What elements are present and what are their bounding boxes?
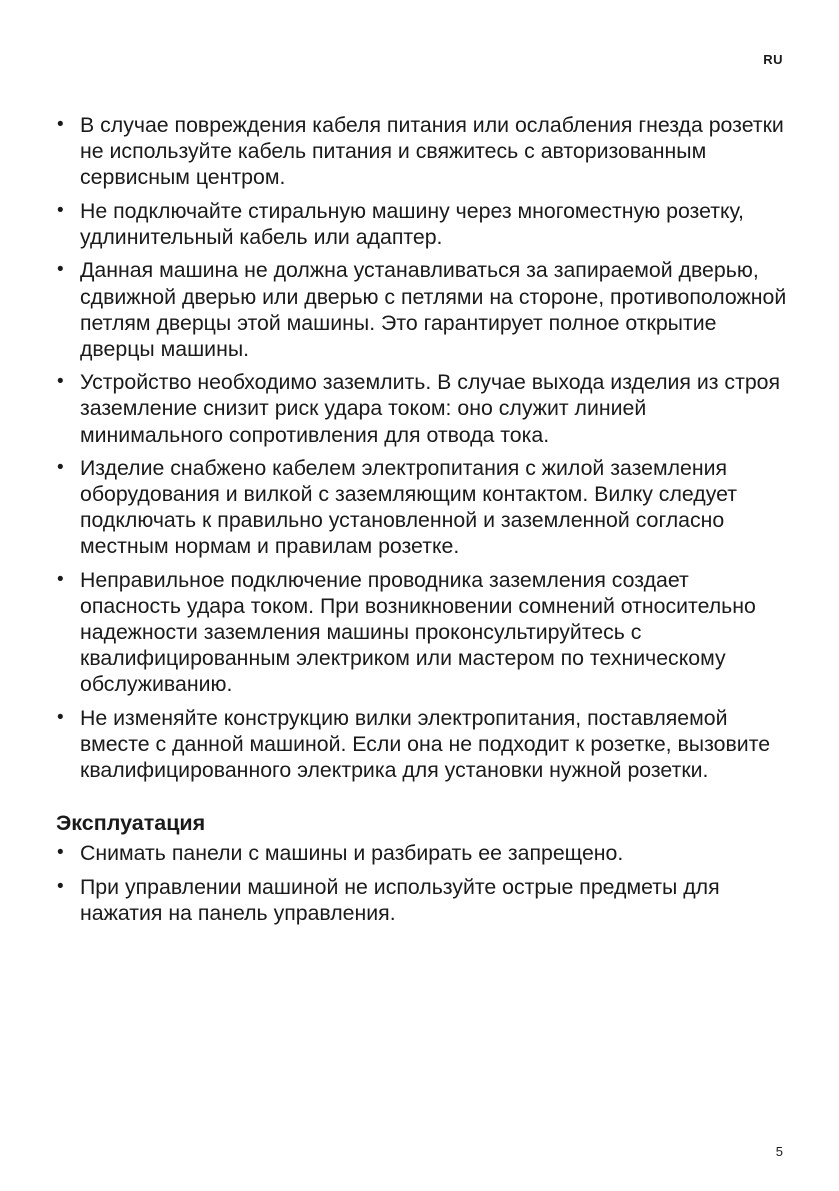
bullet-icon: •	[57, 569, 64, 590]
bullet-icon: •	[57, 842, 64, 864]
bullet-icon: •	[57, 875, 64, 897]
bullet-icon: •	[57, 706, 64, 728]
language-tag: RU	[763, 52, 783, 67]
list-item	[56, 198, 788, 250]
list-item	[56, 705, 788, 783]
list-item-text: В случае повреждения кабеля питания или ослабления гнезда розетки не используйте кабель питания и свяжитесь с авторизованным сервисным центром.	[80, 113, 784, 190]
list-item	[56, 840, 788, 866]
list-item-text: Данная машина не должна устанавливаться за запираемой дверью, сдвижной дверью или дверью с петлями на стороне, противоположной петлям дверцы этой машины. Это гарантирует полное открытие дверцы машины.	[80, 258, 787, 361]
list-item-text: Изделие снабжено кабелем электропитания с жилой заземления оборудования и вилкой с заземляющим контактом. Вилку следует подключать к правильно установленной и заземленной согласно местным нормам и правилам розетке.	[80, 456, 737, 559]
bullet-icon: •	[57, 457, 64, 479]
bullet-icon: •	[57, 259, 64, 281]
bullet-icon: •	[57, 114, 64, 135]
page-number: 5	[775, 1144, 783, 1159]
list-item	[56, 257, 788, 361]
list-item	[56, 455, 788, 559]
operation-list	[56, 840, 788, 926]
list-item	[56, 369, 788, 447]
list-item-text: Неправильное подключение проводника заземления создает опасность удара током. При возникновении сомнений относительно надежности заземления машины проконсультируйтесь с квалифицированным электриком или мастером по техническому обслуживанию.	[80, 568, 756, 697]
list-item-text: Устройство необходимо заземлить. В случае выхода изделия из строя заземление снизит риск удара током: оно служит линией минимального сопротивления для отвода тока.	[80, 370, 781, 447]
list-item-text: Снимать панели с машины и разбирать ее запрещено.	[80, 841, 624, 866]
list-item-text: Не изменяйте конструкцию вилки электропитания, поставляемой вместе с данной машиной. Если она не подходит к розетке, вызовите квалифицированного электрика для установки нужной розетки.	[80, 705, 771, 783]
section-title-operation: Эксплуатация	[56, 811, 206, 836]
safety-list	[56, 112, 788, 783]
list-item	[56, 874, 788, 926]
list-item	[56, 112, 788, 190]
page-content	[56, 112, 788, 934]
list-item	[56, 567, 788, 697]
list-item-text: Не подключайте стиральную машину через многоместную розетку, удлинительный кабель или адаптер.	[80, 198, 744, 249]
list-item-text: При управлении машиной не используйте острые предметы для нажатия на панель управления.	[80, 874, 720, 925]
bullet-icon: •	[57, 371, 64, 393]
bullet-icon: •	[57, 199, 64, 221]
